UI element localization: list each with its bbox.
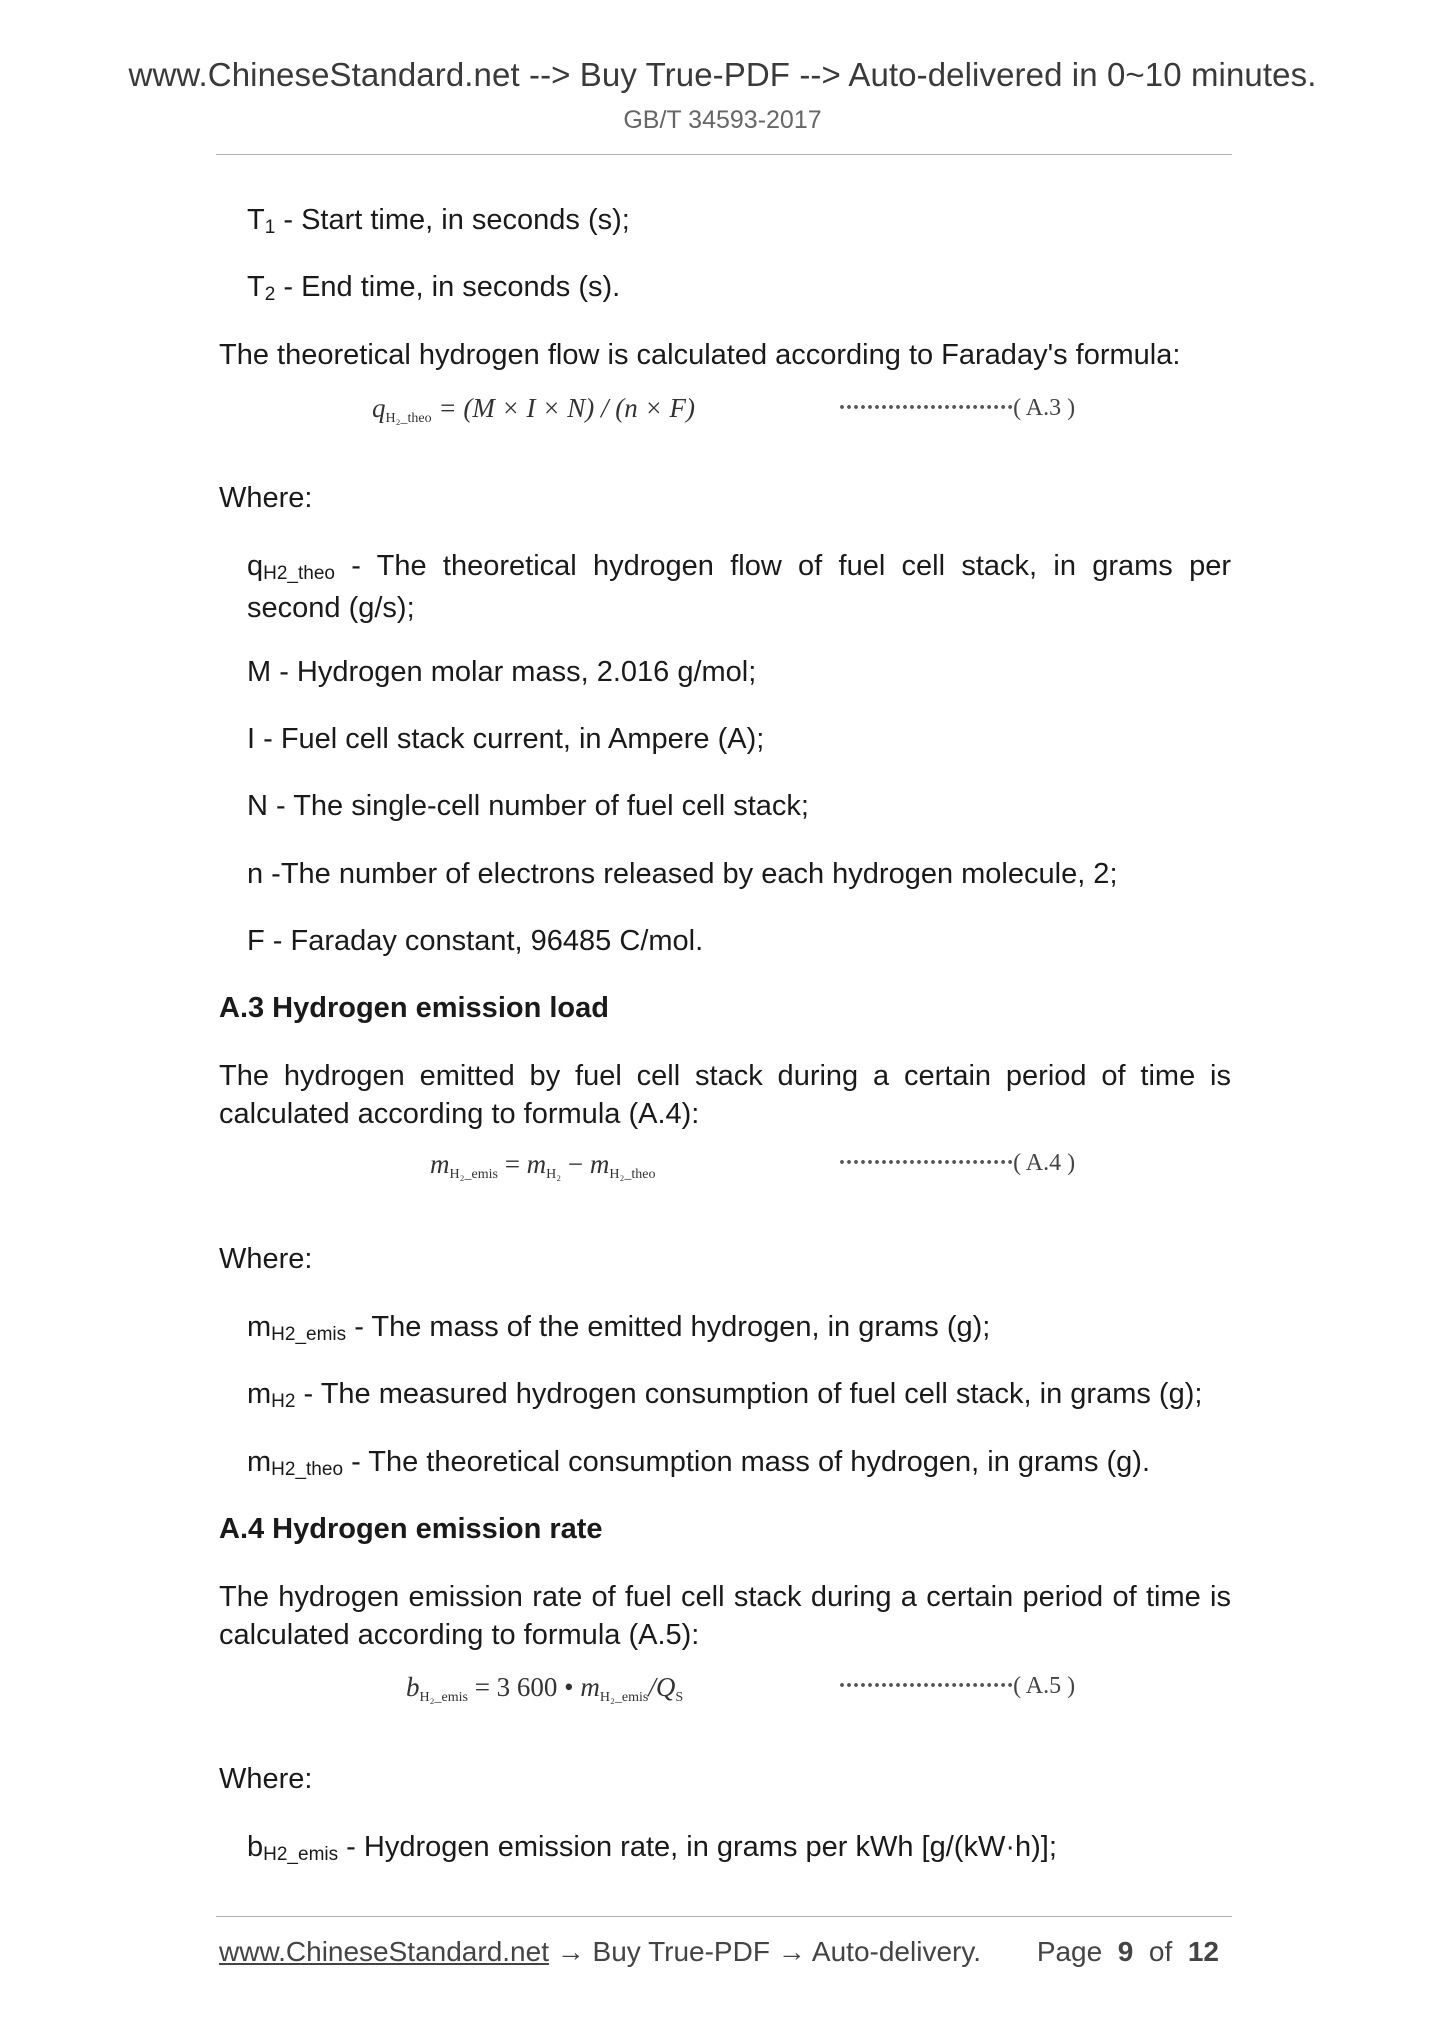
header-divider bbox=[216, 154, 1232, 155]
section-heading-a3: A.3 Hydrogen emission load bbox=[219, 992, 609, 1024]
def-subscript: 1 bbox=[264, 217, 276, 238]
section-heading-a4: A.4 Hydrogen emission rate bbox=[219, 1513, 603, 1545]
page-indicator: Page 9 of 12 bbox=[1036, 1936, 1219, 1967]
footer-site-link[interactable]: www.ChineseStandard.net bbox=[219, 1936, 549, 1967]
current-page: 9 bbox=[1117, 1936, 1134, 1967]
intro-a3: The theoretical hydrogen flow is calculated according to Faraday's formula: bbox=[219, 339, 1181, 371]
footer-tagline: → Buy True-PDF → Auto-delivery. bbox=[548, 1936, 982, 1967]
total-pages: 12 bbox=[1187, 1936, 1219, 1967]
formula-a4: mH₂_emis = mH₂ − mH₂_theo bbox=[430, 1149, 656, 1182]
standard-code: GB/T 34593-2017 bbox=[623, 106, 822, 134]
def-f: F - Faraday constant, 96485 C/mol. bbox=[247, 925, 704, 957]
def-n-electrons: n -The number of electrons released by each hydrogen molecule, 2; bbox=[247, 858, 1118, 890]
def-m-h2-emis: mH2_emis - The mass of the emitted hydrogen, in grams (g); bbox=[247, 1311, 991, 1345]
formula-expression: = (M × I × N) / (n × F) bbox=[438, 393, 695, 423]
def-t1 bbox=[247, 201, 1231, 243]
def-symbol: T bbox=[247, 204, 265, 236]
def-i: I - Fuel cell stack current, in Ampere (A); bbox=[247, 723, 765, 755]
def-m: M - Hydrogen molar mass, 2.016 g/mol; bbox=[247, 656, 757, 688]
intro-a5: The hydrogen emission rate of fuel cell stack during a certain period of time is calculated according to formula (A.5): bbox=[219, 1581, 1231, 1651]
intro-a4: The hydrogen emitted by fuel cell stack during a certain period of time is calculated according to formula (A.4): bbox=[219, 1060, 1231, 1130]
formula-a5: bH₂_emis = 3 600 • mH₂_emis/QS bbox=[406, 1672, 684, 1705]
def-symbol: T bbox=[247, 271, 265, 303]
footer-divider bbox=[216, 1916, 1232, 1917]
equation-number-a4: ·························( A.4 ) bbox=[838, 1150, 1076, 1176]
formula-symbol: q bbox=[372, 393, 386, 423]
equation-number-a5: ·························( A.5 ) bbox=[838, 1673, 1076, 1699]
formula-a3 bbox=[372, 393, 695, 424]
def-q-h2-theo bbox=[247, 547, 1231, 627]
def-text: - Start time, in seconds (s); bbox=[275, 204, 630, 236]
def-m-h2: mH2 - The measured hydrogen consumption of fuel cell stack, in grams (g); bbox=[247, 1378, 1203, 1412]
where-label-2: Where: bbox=[219, 1243, 313, 1275]
def-t2 bbox=[247, 268, 1231, 310]
def-symbol: q bbox=[247, 550, 264, 582]
def-subscript: H2_theo bbox=[263, 563, 335, 584]
def-text: - The theoretical hydrogen flow of fuel cell stack, in grams per second (g/s); bbox=[247, 550, 1231, 624]
formula-subscript: H₂_theo bbox=[385, 411, 432, 426]
where-label-3: Where: bbox=[219, 1763, 313, 1795]
where-label-1: Where: bbox=[219, 482, 313, 514]
def-n-cells: N - The single-cell number of fuel cell stack; bbox=[247, 790, 809, 822]
def-text: - End time, in seconds (s). bbox=[275, 271, 621, 303]
equation-number-a3: ·························( A.3 ) bbox=[838, 395, 1076, 421]
def-subscript: 2 bbox=[264, 284, 276, 305]
footer-links bbox=[219, 1936, 981, 1968]
def-b-h2-emis: bH2_emis - Hydrogen emission rate, in grams per kWh [g/(kW·h)]; bbox=[247, 1831, 1057, 1865]
def-m-h2-theo: mH2_theo - The theoretical consumption mass of hydrogen, in grams (g). bbox=[247, 1446, 1151, 1480]
header-banner: www.ChineseStandard.net --> Buy True-PDF --> Auto-delivered in 0~10 minutes. bbox=[128, 56, 1317, 93]
